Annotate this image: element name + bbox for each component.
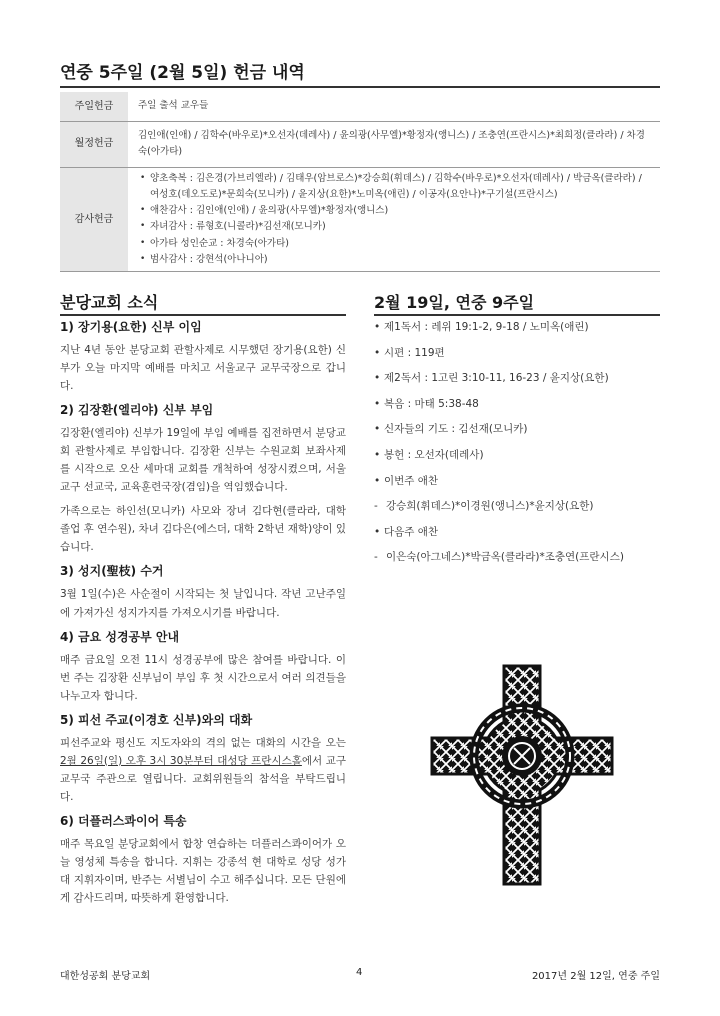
footer-date: 2017년 2월 12일, 연중 주일	[531, 971, 660, 982]
row-content: 김인애(인애) / 김학수(바우로)*오선자(데레사) / 윤의광(사무엘)*황정자(앵니스) / 조충연(프란시스)*최희정(클라라) / 차경숙(아가타)	[128, 121, 660, 167]
news-heading: 1) 장기용(요한) 신부 이임	[60, 320, 202, 334]
list-item: • 복음 : 마태 5:38-48	[374, 397, 660, 423]
list-item: • 양초축복 : 김은경(가브리엘라) / 김태우(암브로스)*강승희(휘데스) / 김학수(바우로)*오선자(데레사) / 박금옥(클라라) / 여성호(데오도로)*문희숙(모니카) / 윤지상(요한)*노미옥(애린) / 이공자(요안나)*구기설(프란시스)	[138, 171, 652, 204]
news-paragraph: 매주 목요일 분당교회에서 합창 연습하는 더플러스콰이어가 오늘 영성체 특송을 합니다. 지휘는 강종석 현 대학로 성당 성가대 지휘자이며, 반주는 서별님이 수고 해주십니다. 모든 단원에게 감사드리며, 따뜻하게 환영합니다.	[60, 837, 346, 905]
news-text: 에서 교구 교무국 주관으로 열립니다. 교회위원들의 참석을 부탁드립니다.	[60, 754, 346, 803]
reading-list	[374, 320, 660, 576]
offering-title: 연중 5주일 (2월 5일) 헌금 내역	[60, 63, 305, 83]
list-item: • 이번주 애찬	[374, 474, 660, 500]
thanks-list	[138, 171, 652, 269]
event-time-place: 2월 26일(일) 오후 3시 30분부터 대성당 프란시스홀	[60, 754, 302, 767]
news-paragraph: 가족으로는 하인선(모니카) 사모와 장녀 김다현(클라라, 대학 졸업 후 연수원), 차녀 김다은(에스더, 대학 2학년 재학)양이 있습니다.	[60, 505, 346, 554]
list-item: • 신자들의 기도 : 김선재(모니카)	[374, 422, 660, 448]
news-column	[60, 318, 346, 913]
footer-church: 대한성공회 분당교회	[60, 971, 151, 982]
list-item: • 아가타 성인순교 : 차경숙(아가타)	[138, 236, 652, 252]
next-sunday-title-rule	[374, 314, 660, 316]
row-content	[128, 167, 660, 272]
table-row	[60, 92, 660, 121]
list-item: - 이은숙(아그네스)*박금옥(클라라)*조충연(프란시스)	[374, 550, 660, 576]
celtic-cross-icon	[428, 662, 616, 888]
news-heading: 6) 더플러스콰이어 특송	[60, 813, 187, 828]
row-label: 주일헌금	[60, 92, 128, 121]
list-item: • 봉헌 : 오선자(데레사)	[374, 448, 660, 474]
news-heading: 5) 피선 주교(이경호 신부)와의 대화	[60, 712, 253, 727]
news-paragraph: 매주 금요일 오전 11시 성경공부에 많은 참여를 바랍니다. 이번 주는 김장환 신부님이 부임 후 첫 시간으로서 여러 의견들을 나누고자 합니다.	[60, 653, 346, 702]
news-heading: 2) 김장환(엘리야) 신부 부임	[60, 403, 214, 418]
list-item: • 시편 : 119편	[374, 346, 660, 372]
offering-table	[60, 92, 660, 272]
news-heading: 4) 금요 성경공부 안내	[60, 629, 180, 644]
news-paragraph: 3월 1일(수)은 사순절이 시작되는 첫 날입니다. 작년 고난주일에 가져가신 성지가지를 가져오시기를 바랍니다.	[60, 588, 346, 619]
list-item: • 제2독서 : 1고린 3:10-11, 16-23 / 윤지상(요한)	[374, 371, 660, 397]
table-row	[60, 167, 660, 272]
list-item: - 강승희(휘데스)*이경원(앵니스)*윤지상(요한)	[374, 499, 660, 525]
news-paragraph	[60, 734, 346, 806]
page-number: 4	[356, 967, 363, 978]
list-item: • 다음주 애찬	[374, 525, 660, 551]
news-title-rule	[60, 314, 346, 316]
table-row	[60, 121, 660, 167]
news-paragraph: 김장환(엘리야) 신부가 19일에 부임 예배를 집전하면서 분당교회 관할사제로 부임합니다. 김장환 신부는 수원교회 보좌사제를 시작으로 오산 세마대 교회를 개척하여 성장시켰으며, 서울교구 선교국, 교육훈련국장(겸임)을 역임했습니다.	[60, 427, 346, 494]
list-item: • 범사감사 : 강현석(아나니아)	[138, 252, 652, 268]
news-paragraph: 지난 4년 동안 분당교회 관할사제로 시무했던 장기용(요한) 신부가 오늘 마지막 예배를 마치고 서울교구 교무국장으로 갑니다.	[60, 344, 346, 393]
news-text: 피선주교와 평신도 지도자와의 격의 없는 대화의 시간을 오는	[60, 736, 346, 749]
offering-title-rule	[60, 86, 660, 88]
next-sunday-title: 2월 19일, 연중 9주일	[374, 293, 535, 312]
list-item: • 애찬감사 : 김인애(인애) / 윤의광(사무엘)*황정자(앵니스)	[138, 203, 652, 219]
row-label: 감사헌금	[60, 167, 128, 272]
row-content: 주일 출석 교우들	[128, 92, 660, 121]
news-title: 분당교회 소식	[60, 293, 159, 312]
news-heading: 3) 성지(聖枝) 수거	[60, 564, 164, 579]
list-item: • 자녀감사 : 류형호(니콜라)*김선재(모니카)	[138, 219, 652, 235]
list-item: • 제1독서 : 레위 19:1-2, 9-18 / 노미옥(애린)	[374, 320, 660, 346]
row-label: 월정헌금	[60, 121, 128, 167]
